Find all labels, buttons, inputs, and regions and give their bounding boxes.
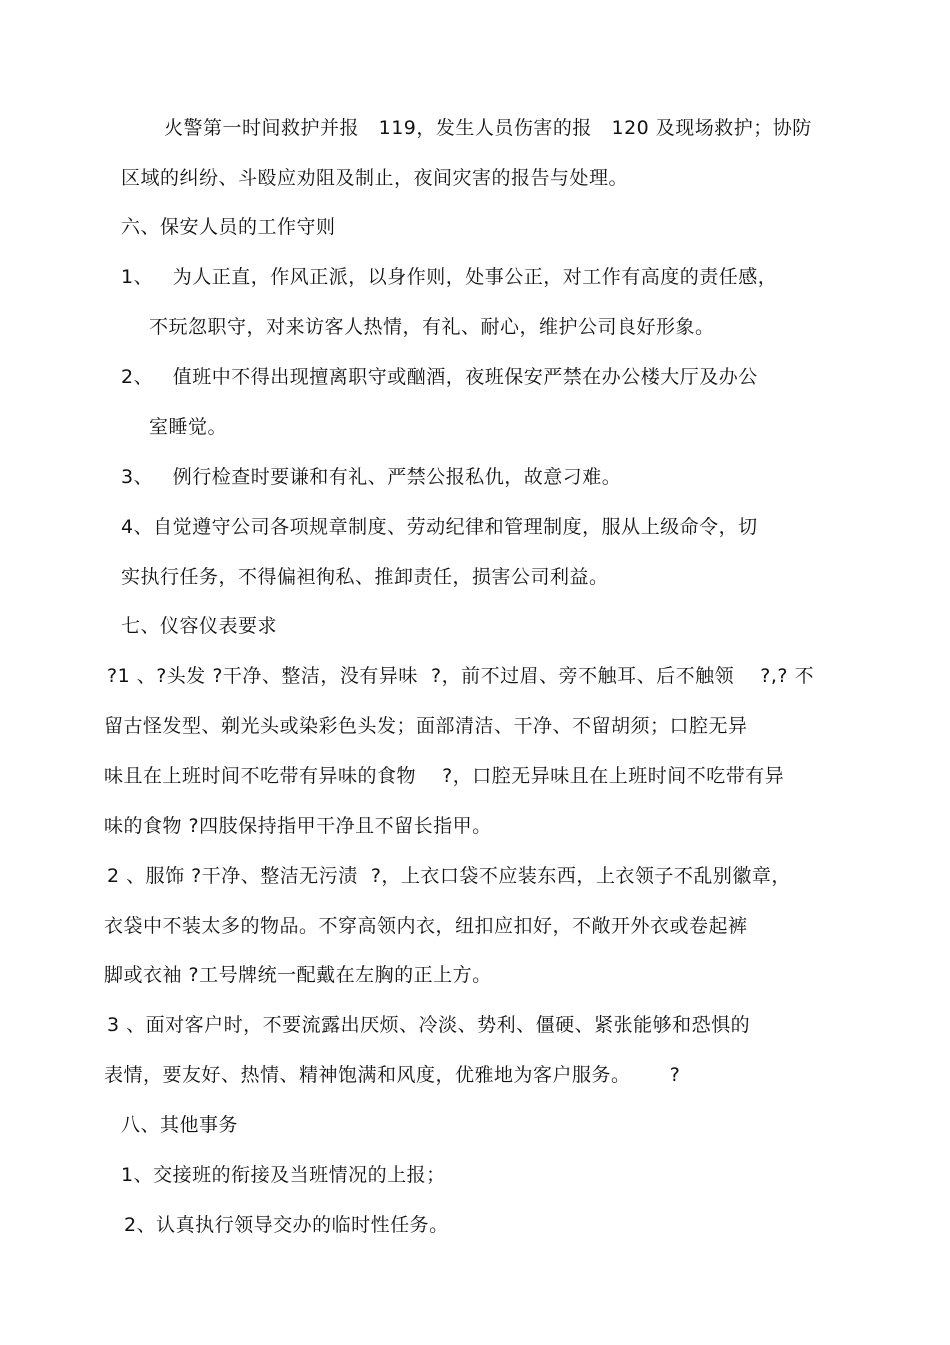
text-line: 实执行任务，不得偏袒徇私、推卸责任，损害公司利益。 <box>121 566 609 588</box>
text-line: 味且在上班时间不吃带有异味的食物 ?，口腔无异味且在上班时间不吃带有异 <box>104 765 785 787</box>
list-item: 1、交接班的衔接及当班情况的上报； <box>121 1164 446 1186</box>
text-line: 脚或衣袖 ?工号牌统一配戴在左胸的正上方。 <box>104 964 492 986</box>
text-line: 味的食物 ?四肢保持指甲干净且不留长指甲。 <box>104 815 492 837</box>
list-item: ?1 、?头发 ?干净、整洁，没有异味 ?，前不过眉、旁不触耳、后不触领 ?,? 不 <box>107 665 814 687</box>
text-line: 区域的纠纷、斗殴应劝阻及制止，夜间灾害的报告与处理。 <box>121 167 629 189</box>
text-line: 不玩忽职守，对来访客人热情，有礼、耐心，维护公司良好形象。 <box>149 316 715 338</box>
list-item: 1、 为人正直，作风正派，以身作则，处事公正，对工作有高度的责任感， <box>121 266 778 288</box>
text-line: 室睡觉。 <box>149 416 228 438</box>
text-line: 表情，要友好、热情、精神饱满和风度，优雅地为客户服务。 ? <box>104 1064 681 1086</box>
text-line: 衣袋中不装太多的物品。不穿高领内衣，纽扣应扣好，不敞开外衣或卷起裤 <box>104 915 748 937</box>
list-item: 3 、面对客户时，不要流露出厌烦、冷淡、势利、僵硬、紧张能够和恐惧的 <box>107 1014 751 1036</box>
text-line: 火警第一时间救护并报 119，发生人员伤害的报 120 及现场救护；协防 <box>164 117 812 139</box>
section-heading: 七、仪容仪表要求 <box>121 615 278 637</box>
text-line: 留古怪发型、剃光头或染彩色头发；面部清洁、干净、不留胡须；口腔无异 <box>104 715 748 737</box>
list-item: 3、 例行检查时要谦和有礼、严禁公报私仇，故意刁难。 <box>121 466 622 488</box>
list-item: 2 、服饰 ?干净、整洁无污渍 ?，上衣口袋不应装东西，上衣领子不乱别徽章， <box>107 865 791 887</box>
list-item: 2、 值班中不得出现擅离职守或酗酒，夜班保安严禁在办公楼大厅及办公 <box>121 366 758 388</box>
section-heading: 八、其他事务 <box>121 1114 239 1136</box>
list-item: 4、自觉遵守公司各项规章制度、劳动纪律和管理制度，服从上级命令，切 <box>121 516 758 538</box>
section-heading: 六、保安人员的工作守则 <box>121 216 336 238</box>
list-item: 2、认真执行领导交办的临时性任务。 <box>124 1214 449 1236</box>
